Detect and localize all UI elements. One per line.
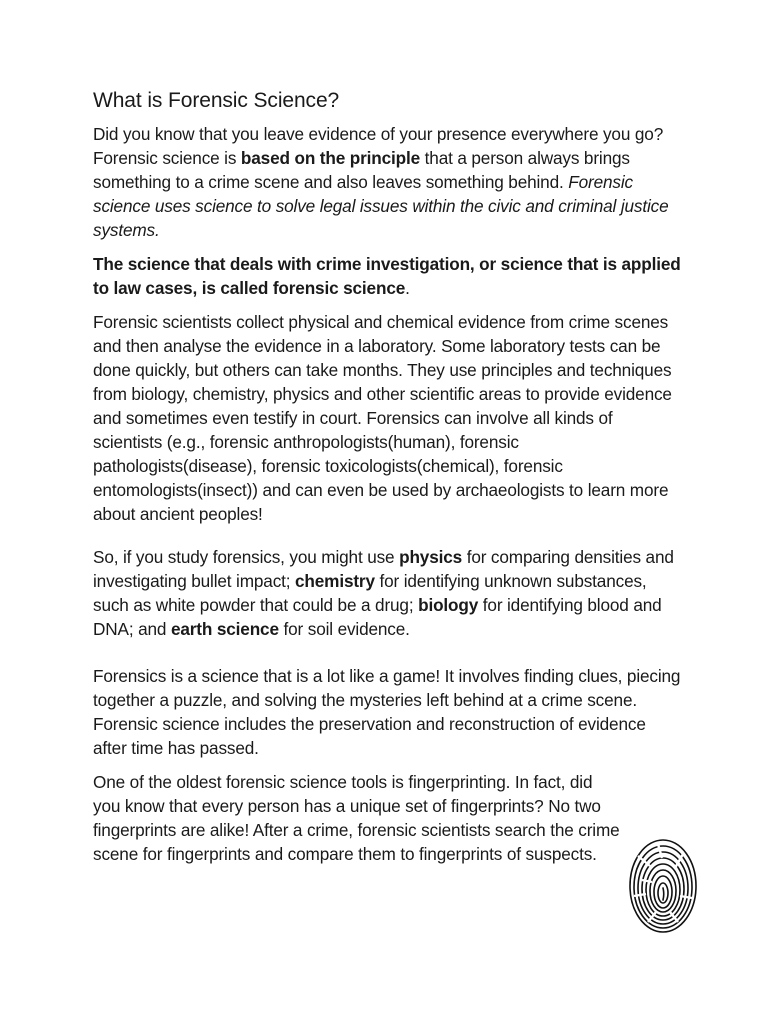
fields-bold-chemistry: chemistry xyxy=(295,571,375,592)
page-title: What is Forensic Science? xyxy=(93,89,340,112)
fields-text-4: for identifying blood and DNA; and xyxy=(93,595,662,640)
intro-bold-principle: based on the principle xyxy=(240,148,421,169)
fields-bold-physics: physics xyxy=(399,547,463,568)
fields-text-2: for comparing densities and investigating bullet impact; xyxy=(93,547,674,592)
fields-paragraph xyxy=(93,545,683,641)
definition-bold-text: The science that deals with crime investigation, or science that is applied to law cases, is called forensic science xyxy=(93,254,681,299)
game-paragraph: Forensics is a science that is a lot like a game! It involves finding clues, piecing together a puzzle, and solving the mysteries left behind at a crime scene. Forensic science includes the preservation and reconstruction of evidence after time has passed. xyxy=(93,666,681,759)
fields-text-5: for soil evidence. xyxy=(278,619,410,640)
document-body xyxy=(93,88,683,866)
intro-paragraph xyxy=(93,122,683,242)
intro-text-2: that a person always brings something to a crime scene and also leaves something behind. xyxy=(93,148,630,193)
definition-period: . xyxy=(405,278,410,299)
fields-text-3: for identifying unknown substances, such as white powder that could be a drug; xyxy=(93,571,647,616)
fields-text-1: So, if you study forensics, you might use xyxy=(93,547,400,568)
definition-paragraph xyxy=(93,252,683,300)
intro-italic-definition: Forensic science uses science to solve legal issues within the civic and criminal justice systems. xyxy=(93,172,669,241)
fields-bold-earth-science: earth science xyxy=(170,619,279,640)
fingerprint-icon xyxy=(628,836,698,934)
intro-text-1: Did you know that you leave evidence of your presence everywhere you go? Forensic science is xyxy=(93,124,664,169)
fields-bold-biology: biology xyxy=(418,595,479,616)
fingerprint-section xyxy=(93,770,623,866)
fingerprint-paragraph: One of the oldest forensic science tools is fingerprinting. In fact, did you know that every person has a unique set of fingerprints? No two fingerprints are alike! After a crime, forensic scientists search the crime scene for fingerprints and compare them to fingerprints of suspects. xyxy=(93,772,620,865)
scientists-paragraph: Forensic scientists collect physical and chemical evidence from crime scenes and then analyse the evidence in a laboratory. Some laboratory tests can be done quickly, but others can take months. They use principles and techniques from biology, chemistry, physics and other scientific areas to provide evidence and sometimes even testify in court. Forensics can involve all kinds of scientists (e.g., forensic anthropologists(human), forensic pathologists(disease), forensic toxicologists(chemical), forensic entomologists(insect)) and can even be used by archaeologists to learn more about ancient peoples! xyxy=(93,312,672,525)
